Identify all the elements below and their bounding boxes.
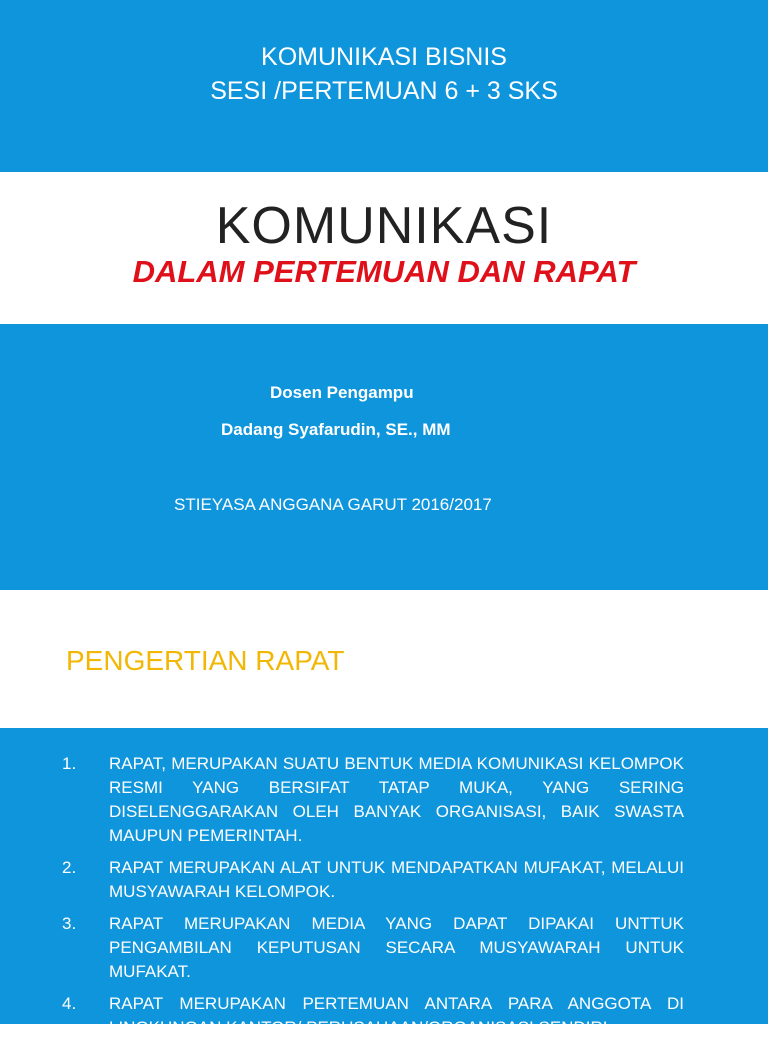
lecturer-name: Dadang Syafarudin, SE., MM — [221, 420, 451, 439]
item-text: RAPAT MERUPAKAN ALAT UNTUK MENDAPATKAN MUFAKAT, MELALUI MUSYAWARAH KELOMPOK. — [109, 858, 684, 901]
course-title — [0, 40, 768, 108]
item-text: RAPAT MERUPAKAN MEDIA YANG DAPAT DIPAKAI UNTTUK PENGAMBILAN KEPUTUSAN SECARA MUSYAWARAH UNTUK MUFAKAT. — [109, 914, 684, 981]
list-item — [62, 992, 684, 1040]
lecturer-label: Dosen Pengampu — [270, 383, 414, 402]
lecturer-info-band — [0, 324, 768, 590]
item-number: 1. — [62, 754, 77, 773]
definition-list-band — [0, 728, 768, 1037]
section-title: PENGERTIAN RAPAT — [66, 645, 345, 676]
item-text: RAPAT, MERUPAKAN SUATU BENTUK MEDIA KOMUNIKASI KELOMPOK RESMI YANG BERSIFAT TATAP MUKA, YANG SERING DISELENGGARAKAN OLEH BANYAK ORGANISASI, BAIK SWASTA MAUPUN PEMERINTAH. — [109, 754, 684, 845]
session-info: SESI /PERTEMUAN 6 + 3 SKS — [210, 77, 558, 105]
list-item — [62, 752, 684, 848]
item-number: 4. — [62, 994, 77, 1013]
item-number: 3. — [62, 914, 77, 933]
main-title: KOMUNIKASI — [215, 197, 553, 255]
list-item — [62, 912, 684, 984]
title-band — [0, 172, 768, 324]
list-item — [62, 856, 684, 904]
section-header-band — [0, 590, 768, 728]
title-slide-header — [0, 0, 768, 172]
sub-title: DALAM PERTEMUAN DAN RAPAT — [132, 254, 636, 289]
course-name: KOMUNIKASI BISNIS — [261, 43, 507, 71]
item-number: 2. — [62, 858, 77, 877]
institution-year: STIEYASA ANGGANA GARUT 2016/2017 — [174, 495, 492, 514]
item-text: RAPAT MERUPAKAN PERTEMUAN ANTARA PARA ANGGOTA DI LINGKUNGAN KANTOR/ PERUSAHAAN/ORGANISASI SENDIRI — [109, 994, 684, 1037]
definition-list — [62, 752, 684, 1048]
